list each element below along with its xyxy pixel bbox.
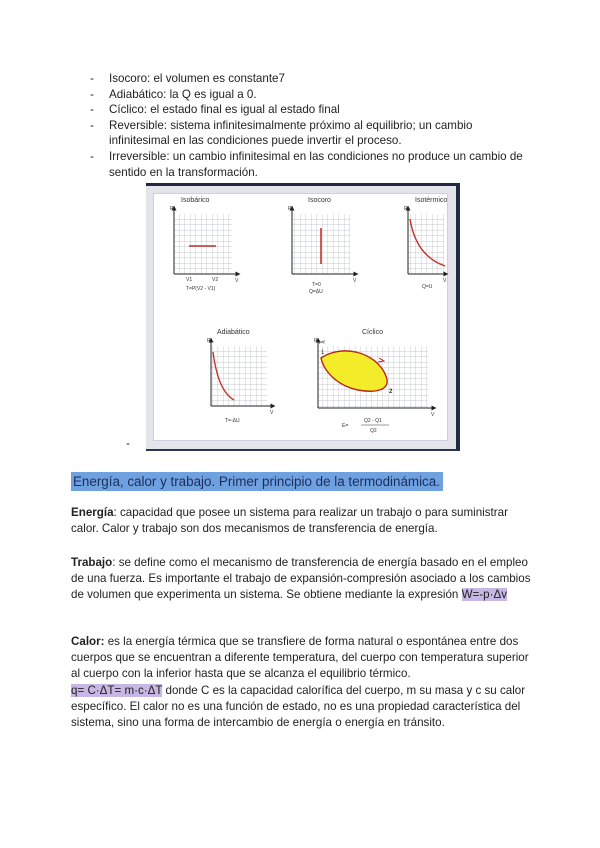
list-item-empty: - xyxy=(126,437,130,450)
isochoric-title: Isocoro xyxy=(308,197,331,204)
work-term: Trabajo xyxy=(71,556,113,569)
isochoric-caption-2: Q=ΔU xyxy=(309,289,323,295)
work-formula: W=-p·Δv xyxy=(461,588,507,602)
work-paragraph xyxy=(71,555,531,604)
cyclic-y-label: P xyxy=(314,338,318,344)
section-title: Energía, calor y trabajo. Primer principio de la termodinámica. xyxy=(71,472,443,491)
isobaric-caption: T=P(V2 - V1) xyxy=(186,286,216,292)
heat-formula: q= C·ΔT= m·c·ΔT xyxy=(71,683,163,697)
isothermal-y-label: P xyxy=(404,206,408,212)
process-types-list xyxy=(90,71,530,180)
energy-paragraph xyxy=(71,505,531,537)
cyclic-state-1: 1 xyxy=(321,350,325,356)
isochoric-chart xyxy=(288,197,357,295)
heat-definition-continued: donde C es la capacidad calorífica del cuerpo, m su masa y c su calor específico. El calor no es una función de estado, no es una propiedad característica del sistema, sino una forma de intercambio de energía o energía en tránsito. xyxy=(71,683,526,730)
cyclic-formula-numerator: Q2 - Q1 xyxy=(364,418,382,424)
isothermal-chart xyxy=(404,197,447,290)
cyclic-label-top: t=f xyxy=(319,340,325,346)
isobaric-tick-v2: V2 xyxy=(212,277,219,283)
energy-definition: : capacidad que posee un sistema para realizar un trabajo o para suministrar calor. Calor y trabajo son dos mecanismos de transferencia de energía. xyxy=(71,506,508,536)
isobaric-y-label: P xyxy=(170,206,174,212)
cyclic-chart xyxy=(314,329,435,434)
isochoric-y-label: P xyxy=(288,206,292,212)
cyclic-state-2: 2 xyxy=(389,389,393,395)
adiabatic-x-label: V xyxy=(270,410,274,416)
isothermal-grid xyxy=(408,214,444,274)
list-item: - Isocoro: el volumen es constante7 xyxy=(90,71,530,87)
isothermal-caption: Q=U xyxy=(422,284,433,290)
cyclic-title: Cíclico xyxy=(362,329,384,336)
list-item: - Adiabático: la Q es igual a 0. xyxy=(90,87,530,103)
work-definition: : se define como el mecanismo de transferencia de energía basado en el empleo de una fuerza. Es importante el trabajo de expansión-compresión asociado a los cambios de volumen que experimenta un sistema. Se obtiene mediante la expresión xyxy=(71,556,531,602)
adiabatic-title: Adiabático xyxy=(217,329,250,336)
cyclic-x-label: V xyxy=(431,412,435,418)
adiabatic-grid xyxy=(211,346,267,406)
isobaric-chart xyxy=(170,197,239,292)
heat-definition: es la energía térmica que se transfiere de forma natural o espontánea entre dos cuerpos que se encuentran a diferente temperatura, del cuerpo con temperatura superior al cuerpo con la inferior hasta que se alcanza el equilibrio térmico. xyxy=(71,635,529,681)
adiabatic-y-label: P xyxy=(207,338,211,344)
isobaric-grid xyxy=(174,214,232,274)
energy-term: Energía xyxy=(71,506,114,519)
isobaric-x-label: V xyxy=(235,278,239,284)
isothermal-x-label: V xyxy=(443,278,447,284)
isothermal-title: Isotérmico xyxy=(415,197,448,204)
adiabatic-caption: T=-ΔU xyxy=(225,418,240,424)
thermodynamic-processes-figure xyxy=(146,183,460,451)
list-item: - Reversible: sistema infinitesimalmente próximo al equilibrio; un cambio infinitesimal en las condiciones puede invertir el proceso. xyxy=(90,118,530,149)
isochoric-x-label: V xyxy=(353,278,357,284)
heat-term: Calor: xyxy=(71,635,105,648)
isochoric-caption-1: T=0 xyxy=(312,282,321,288)
isobaric-tick-v1: V1 xyxy=(186,277,193,283)
list-item: - Irreversible: un cambio infinitesimal en las condiciones no produce un cambio de sentido en la transformación. xyxy=(90,149,530,180)
cyclic-formula-left: E= xyxy=(342,423,349,429)
isobaric-title: Isobárico xyxy=(181,197,210,204)
heat-paragraph xyxy=(71,634,531,731)
cyclic-formula-denominator: Q2 xyxy=(370,428,377,434)
adiabatic-chart xyxy=(207,329,274,424)
list-item: - Cíclico: el estado final es igual al estado final xyxy=(90,102,530,118)
